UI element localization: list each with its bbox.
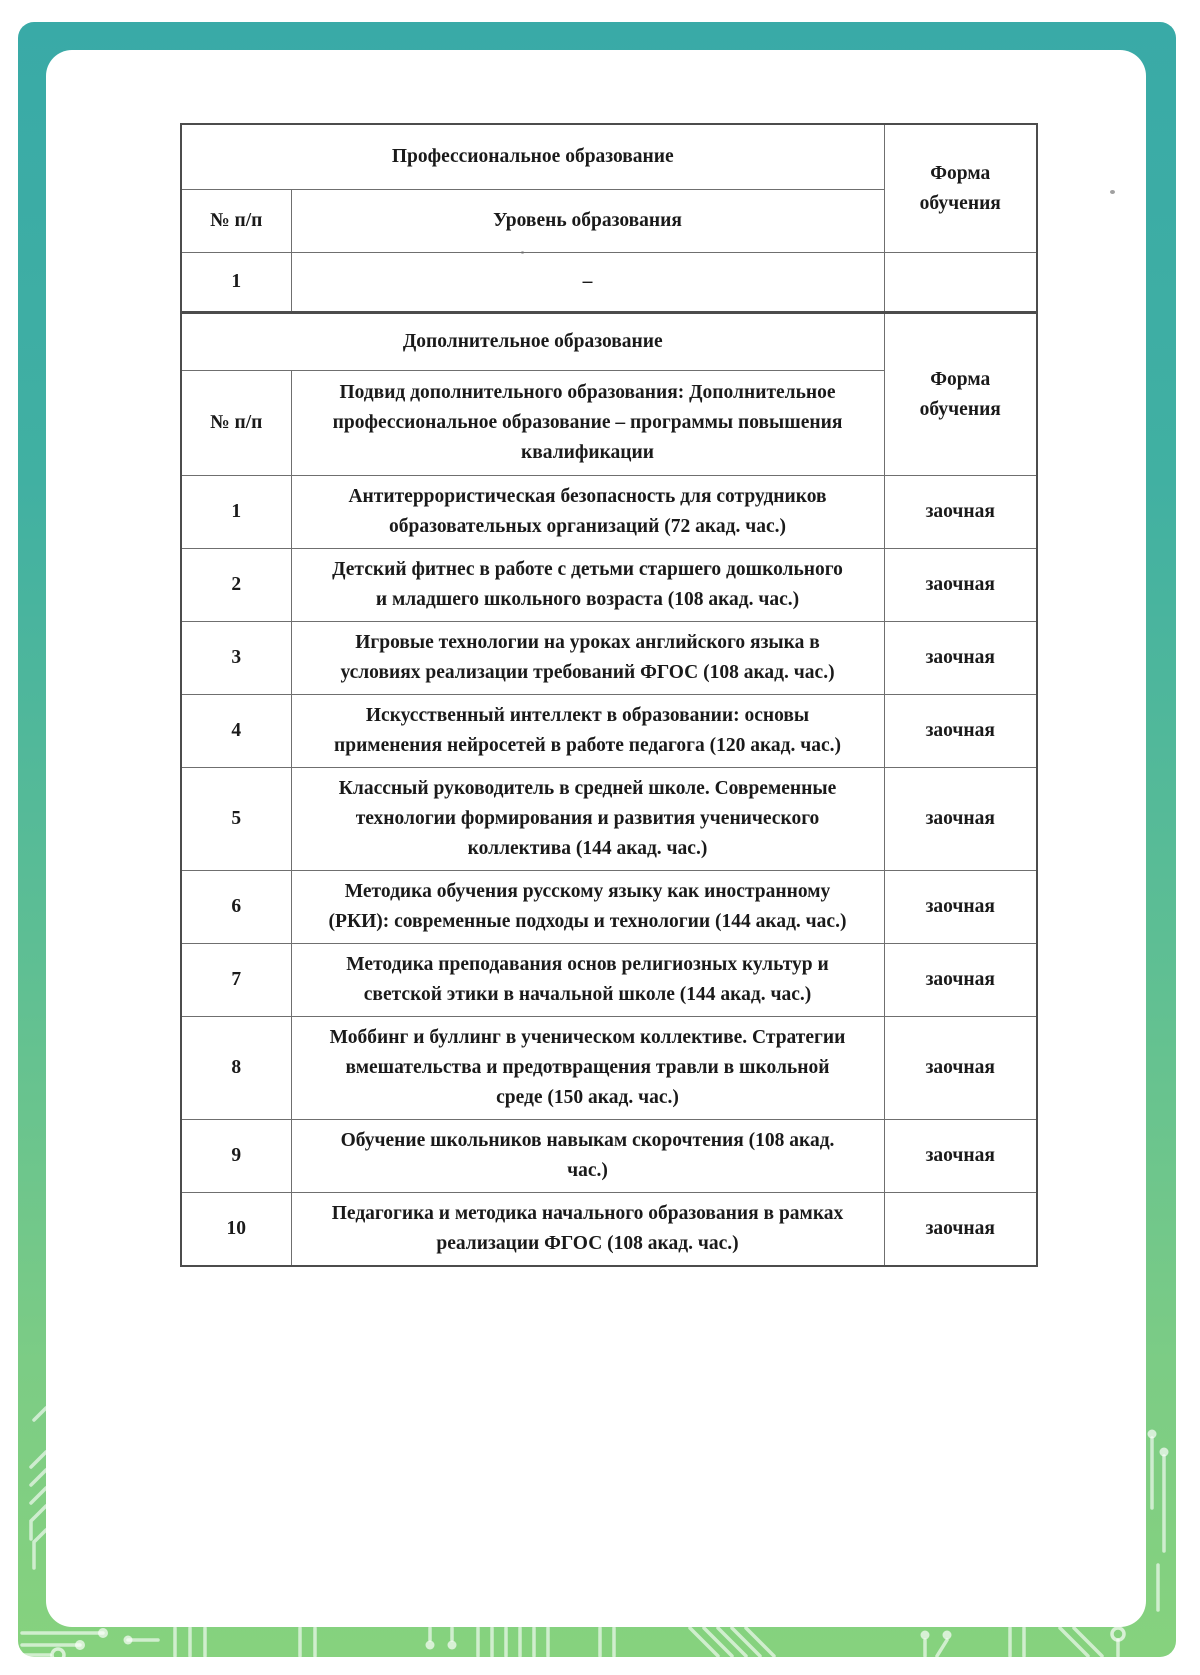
cell-form: заочная	[884, 476, 1037, 549]
cell-level: –	[291, 253, 884, 313]
cell-number: 5	[181, 768, 291, 871]
cell-form: заочная	[884, 549, 1037, 622]
cell-program: Антитеррористическая безопасность для сотрудников образовательных организаций (72 акад. час.)	[291, 476, 884, 549]
column-header-number: № п/п	[181, 190, 291, 253]
cell-program: Классный руководитель в средней школе. Современные технологии формирования и развития ученического коллектива (144 акад. час.)	[291, 768, 884, 871]
scan-speck	[1110, 190, 1115, 194]
column-header-form: Форма обучения	[884, 313, 1037, 476]
cell-number: 9	[181, 1120, 291, 1193]
column-header-program: Подвид дополнительного образования: Дополнительное профессиональное образование – программы повышения квалификации	[291, 371, 884, 476]
cell-form: заочная	[884, 1120, 1037, 1193]
table-row	[181, 476, 1037, 549]
cell-form	[884, 253, 1037, 313]
table-row	[181, 768, 1037, 871]
column-header-form: Форма обучения	[884, 124, 1037, 253]
cell-program: Моббинг и буллинг в ученическом коллективе. Стратегии вмешательства и предотвращения травли в школьной среде (150 акад. час.)	[291, 1017, 884, 1120]
table-row	[181, 253, 1037, 313]
cell-number: 1	[181, 253, 291, 313]
table-title: Профессиональное образование	[181, 124, 884, 190]
table-header-row	[181, 124, 1037, 190]
professional-education-table	[180, 123, 1038, 313]
table-row	[181, 549, 1037, 622]
cell-form: заочная	[884, 944, 1037, 1017]
cell-number: 7	[181, 944, 291, 1017]
cell-form: заочная	[884, 768, 1037, 871]
cell-program: Детский фитнес в работе с детьми старшего дошкольного и младшего школьного возраста (108 акад. час.)	[291, 549, 884, 622]
cell-program: Обучение школьников навыкам скорочтения (108 акад. час.)	[291, 1120, 884, 1193]
cell-form: заочная	[884, 1017, 1037, 1120]
cell-form: заочная	[884, 622, 1037, 695]
cell-number: 2	[181, 549, 291, 622]
table-header-row	[181, 313, 1037, 371]
cell-program: Игровые технологии на уроках английского языка в условиях реализации требований ФГОС (108 акад. час.)	[291, 622, 884, 695]
cell-number: 4	[181, 695, 291, 768]
cell-number: 10	[181, 1193, 291, 1267]
table-title: Дополнительное образование	[181, 313, 884, 371]
table-row	[181, 622, 1037, 695]
cell-form: заочная	[884, 695, 1037, 768]
table-row	[181, 1193, 1037, 1267]
table-row	[181, 1120, 1037, 1193]
table-row	[181, 695, 1037, 768]
cell-form: заочная	[884, 871, 1037, 944]
cell-number: 8	[181, 1017, 291, 1120]
cell-number: 1	[181, 476, 291, 549]
column-header-level: Уровень образования	[291, 190, 884, 253]
column-header-number: № п/п	[181, 371, 291, 476]
table-row	[181, 1017, 1037, 1120]
cell-number: 3	[181, 622, 291, 695]
cell-number: 6	[181, 871, 291, 944]
cell-form: заочная	[884, 1193, 1037, 1267]
cell-program: Искусственный интеллект в образовании: основы применения нейросетей в работе педагога (120 акад. час.)	[291, 695, 884, 768]
cell-program: Методика обучения русскому языку как иностранному (РКИ): современные подходы и технологии (144 акад. час.)	[291, 871, 884, 944]
table-row	[181, 871, 1037, 944]
cell-program: Педагогика и методика начального образования в рамках реализации ФГОС (108 акад. час.)	[291, 1193, 884, 1267]
additional-education-table	[180, 312, 1038, 1267]
cell-program: Методика преподавания основ религиозных культур и светской этики в начальной школе (144 акад. час.)	[291, 944, 884, 1017]
table-row	[181, 944, 1037, 1017]
